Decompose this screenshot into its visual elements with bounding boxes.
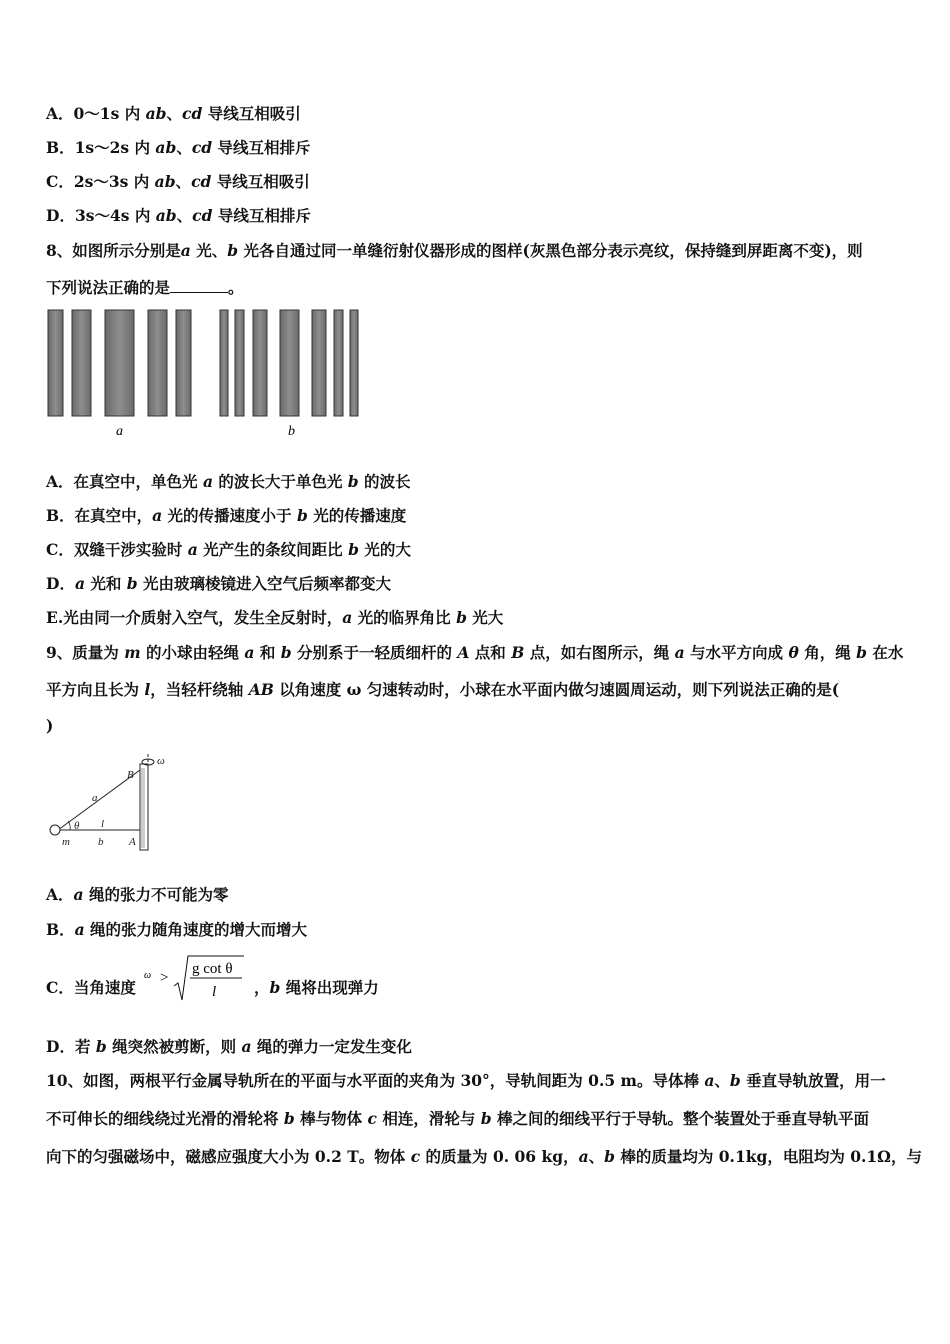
point-a-label: A [129, 836, 136, 848]
q7-option-a: A．0～1s 内 ab、cd 导线互相吸引 [46, 104, 301, 123]
q9-option-a: A．a 绳的张力不可能为零 [46, 885, 229, 904]
q8-stem-line1: 8、如图所示分别是a 光、b 光各自通过同一单缝衍射仪器形成的图样(灰黑色部分表示亮纹，保持缝到屏距离不变)，则 [46, 241, 863, 260]
q8-option-a: A．在真空中，单色光 a 的波长大于单色光 b 的波长 [46, 472, 411, 491]
rope-b-label: b [98, 836, 104, 848]
svg-text:>: > [160, 970, 169, 986]
q8-option-d: D．a 光和 b 光由玻璃棱镜进入空气后频率都变大 [46, 574, 392, 593]
q9-stem-line2: 平方向且长为 l，当轻杆绕轴 AB 以角速度 ω 匀速转动时，小球在水平面内做匀速圆周运动，则下列说法正确的是( [46, 680, 840, 699]
q9-option-d: D．若 b 绳突然被剪断，则 a 绳的弹力一定发生变化 [46, 1037, 412, 1056]
pattern-a [48, 310, 191, 416]
q9-option-c-tail: ，b 绳将出现弹力 [254, 978, 379, 997]
q7-option-d: D．3s～4s 内 ab、cd 导线互相排斥 [46, 206, 311, 225]
q10-stem-line3: 向下的匀强磁场中，磁感应强度大小为 0.2 T。物体 c 的质量为 0. 06 kg，a、b 棒的质量均为 0.1kg，电阻均为 0.1Ω，与 [46, 1147, 922, 1166]
rope-a-label: a [92, 792, 98, 804]
svg-text:g cot θ: g cot θ [192, 961, 233, 977]
pattern-a-label: a [116, 424, 123, 439]
q9-option-c: C．当角速度 [46, 978, 136, 997]
q10-stem-line1: 10、如图，两根平行金属导轨所在的平面与水平面的夹角为 30°，导轨间距为 0.5 m。导体棒 a、b 垂直导轨放置，用一 [46, 1071, 886, 1090]
q8-option-b: B．在真空中，a 光的传播速度小于 b 光的传播速度 [46, 506, 407, 525]
omega-label: ω [157, 755, 165, 767]
q8-stem-line2: 下列说法正确的是 。 [46, 278, 244, 297]
q9-stem-line3: ) [46, 716, 54, 735]
point-b-label: B [127, 769, 134, 781]
length-label: l [101, 818, 105, 830]
answer-blank [170, 278, 228, 293]
ball [50, 825, 60, 835]
q7-option-b: B．1s～2s 内 ab、cd 导线互相排斥 [46, 138, 311, 157]
svg-text:ω: ω [144, 970, 152, 981]
q10-stem-line2: 不可伸长的细线绕过光滑的滑轮将 b 棒与物体 c 相连，滑轮与 b 棒之间的细线平行于导轨。整个装置处于垂直导轨平面 [46, 1109, 870, 1128]
q7-option-c: C．2s～3s 内 ab、cd 导线互相吸引 [46, 172, 310, 191]
q9-option-b: B．a 绳的张力随角速度的增大而增大 [46, 920, 308, 939]
q9-stem-line1: 9、质量为 m 的小球由轻绳 a 和 b 分别系于一轻质细杆的 A 点和 B 点，如右图所示，绳 a 与水平方向成 θ 角，绳 b 在水 [46, 643, 904, 662]
diffraction-patterns-figure [44, 304, 374, 444]
mass-label: m [62, 836, 70, 848]
sqrt-formula [140, 952, 250, 1008]
svg-text:l: l [212, 984, 217, 1000]
rod-and-ball-figure [44, 750, 194, 860]
q8-option-e: E.光由同一介质射入空气，发生全反射时，a 光的临界角比 b 光大 [46, 608, 504, 627]
q8-option-c: C．双缝干涉实验时 a 光产生的条纹间距比 b 光的大 [46, 540, 411, 559]
theta-label: θ [74, 820, 80, 832]
pattern-b-label: b [288, 424, 295, 439]
pattern-b [220, 310, 358, 416]
